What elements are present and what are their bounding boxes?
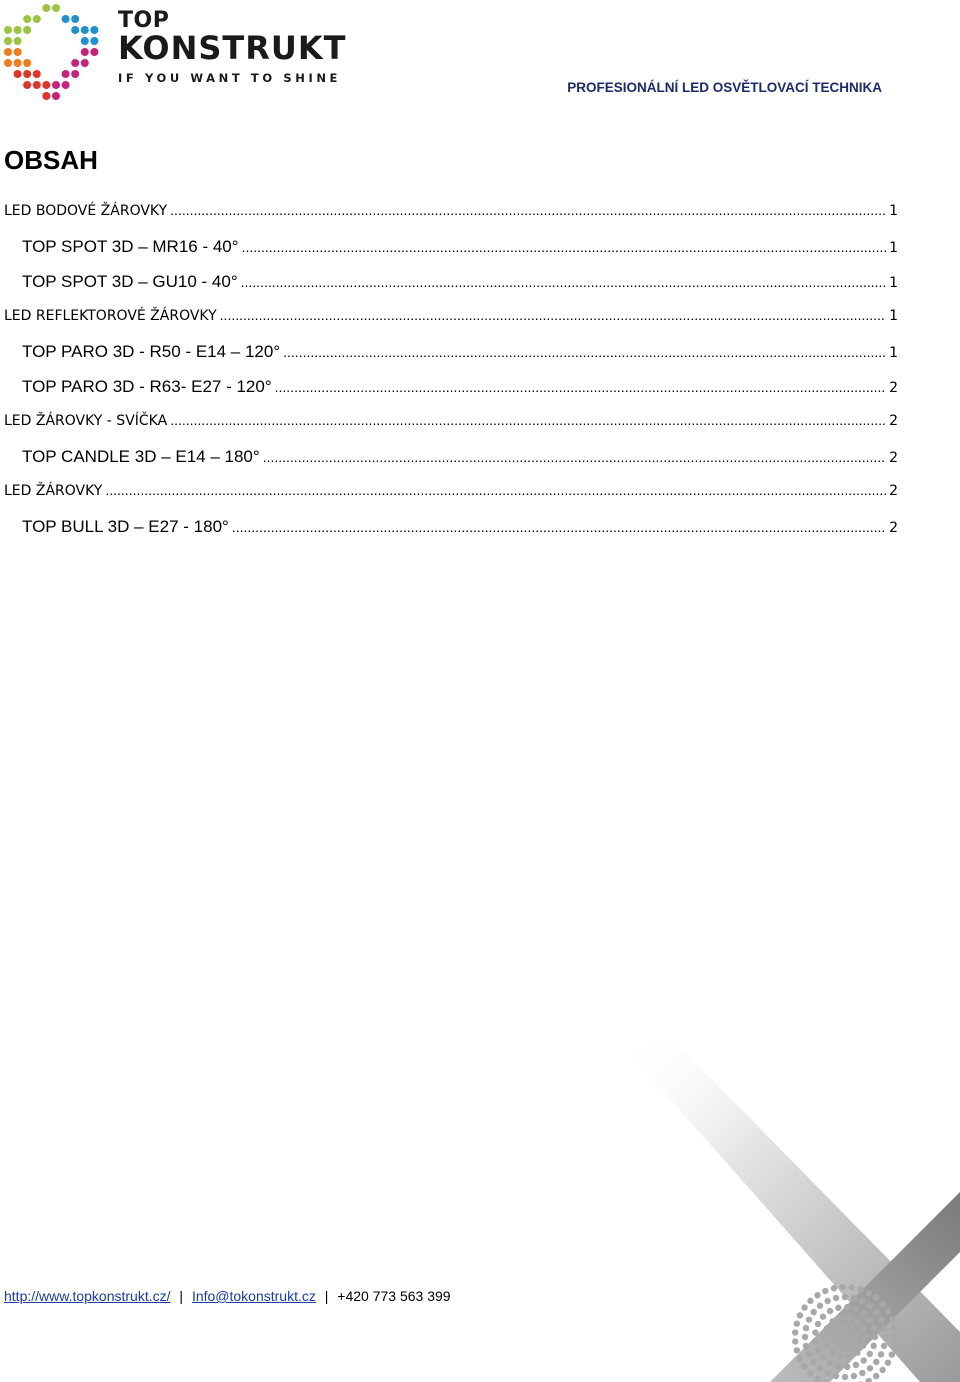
brand-slogan: IF YOU WANT TO SHINE [118, 71, 342, 85]
decor-dot [837, 1353, 843, 1359]
decor-dot [882, 1334, 888, 1340]
decor-dot [849, 1284, 855, 1290]
decor-dot [870, 1343, 876, 1349]
decor-dot [840, 1324, 846, 1330]
logo-dot [14, 48, 22, 56]
grey-band [620, 1042, 960, 1382]
toc-entry[interactable] [0, 272, 898, 307]
decor-dot [873, 1295, 879, 1301]
decor-dot [815, 1321, 821, 1327]
logo-dot [90, 48, 98, 56]
decor-dot [822, 1288, 828, 1294]
decor-dot [820, 1313, 826, 1319]
decor-dot [835, 1305, 841, 1311]
logo-dot [90, 37, 98, 45]
logo-dot [52, 4, 60, 12]
logo-dot [81, 26, 89, 34]
decor-dot [892, 1334, 898, 1340]
decor-dot [859, 1370, 865, 1376]
toc-leader-dots [242, 239, 887, 255]
decor-dot [891, 1325, 897, 1331]
page-footer [4, 1288, 451, 1304]
footer-separator: | [324, 1288, 329, 1304]
toc-entry[interactable] [0, 482, 898, 517]
toc-leader-dots [220, 307, 886, 323]
logo-dot [52, 81, 60, 89]
decor-dot [840, 1284, 846, 1290]
decor-dot [812, 1329, 818, 1335]
toc-entry-page: 1 [889, 275, 898, 291]
decor-dot [827, 1360, 833, 1366]
decor-dot [807, 1298, 813, 1304]
toc-leader-dots [275, 379, 886, 395]
decor-dot [802, 1334, 808, 1340]
website-link[interactable]: http://www.topkonstrukt.cz/ [4, 1288, 171, 1304]
decor-dot [873, 1309, 879, 1315]
toc-entry-label: LED BODOVÉ ŽÁROVKY [4, 203, 168, 219]
decor-dot [878, 1316, 884, 1322]
toc-leader-dots [263, 449, 886, 465]
decor-dot [824, 1370, 830, 1376]
toc-entry-page: 1 [889, 203, 898, 219]
logo-dot [23, 26, 31, 34]
page-header [0, 0, 960, 110]
decor-dot [794, 1320, 800, 1326]
logo-dot [62, 81, 70, 89]
decor-dot [842, 1374, 848, 1380]
decor-dot [861, 1310, 867, 1316]
decor-dot [889, 1351, 895, 1357]
logo-dot [14, 26, 22, 34]
decor-dot [801, 1304, 807, 1310]
decor-dot [807, 1370, 813, 1376]
decor-dot [797, 1312, 803, 1318]
decor-dot [865, 1378, 871, 1382]
toc-entry[interactable] [0, 517, 898, 552]
toc-entry[interactable] [0, 447, 898, 482]
logo-dot [62, 15, 70, 23]
decor-dot [881, 1325, 887, 1331]
logo-dot [4, 59, 12, 67]
decor-dot [797, 1355, 803, 1361]
logo-dot [81, 59, 89, 67]
toc-entry-page: 1 [889, 308, 898, 324]
logo-dot [71, 26, 79, 34]
decor-dot [806, 1316, 812, 1322]
logo-dot [23, 15, 31, 23]
decor-dot [844, 1364, 850, 1370]
decor-dot [835, 1363, 841, 1369]
decor-dot [846, 1314, 852, 1320]
logo-dot [90, 26, 98, 34]
decor-dot [829, 1349, 835, 1355]
decor-dot [814, 1376, 820, 1382]
decor-dot [824, 1298, 830, 1304]
logo-dot [71, 70, 79, 78]
decor-dot [865, 1290, 871, 1296]
brand-top-text: TOP [118, 8, 170, 33]
decor-dot [842, 1294, 848, 1300]
decor-dot [853, 1362, 859, 1368]
logo-dot [23, 70, 31, 78]
toc-entry-page: 1 [889, 345, 898, 361]
decor-dot [885, 1308, 891, 1314]
toc-entry[interactable] [0, 342, 898, 377]
logo-dot [33, 70, 41, 78]
decor-dot [851, 1295, 857, 1301]
decor-dot [840, 1344, 846, 1350]
logo-dot [4, 37, 12, 45]
decor-dot [852, 1334, 858, 1340]
decor-dot [801, 1363, 807, 1369]
toc-entry-label: TOP PARO 3D - R50 - E14 – 120° [22, 342, 281, 361]
toc-entry-label: TOP SPOT 3D – MR16 - 40° [22, 237, 239, 256]
decor-dot [870, 1325, 876, 1331]
decor-dot [848, 1326, 854, 1332]
toc-leader-dots [283, 344, 886, 360]
toc-entry-page: 2 [889, 413, 898, 429]
toc-entry-label: LED ŽÁROVKY - SVÍČKA [4, 413, 168, 429]
decor-dot [889, 1316, 895, 1322]
decor-dot [817, 1303, 823, 1309]
decor-dot [811, 1309, 817, 1315]
toc-entry-label: TOP BULL 3D – E27 - 180° [22, 517, 229, 536]
toc-entry-page: 1 [889, 240, 898, 256]
decor-dot [829, 1318, 835, 1324]
decor-dot [827, 1308, 833, 1314]
decor-dot [857, 1286, 863, 1292]
decor-dot [860, 1342, 866, 1348]
dotted-logo-icon [2, 2, 102, 102]
corner-decoration [620, 1042, 960, 1382]
decor-dot [846, 1353, 852, 1359]
table-of-contents [0, 202, 898, 552]
logo-dot [4, 26, 12, 34]
brand-logo [118, 10, 346, 85]
logo-dot [62, 70, 70, 78]
decor-dot [873, 1359, 879, 1365]
decor-dot [833, 1329, 839, 1335]
decor-dot [867, 1365, 873, 1371]
logo-dot [14, 37, 22, 45]
decor-dot [815, 1347, 821, 1353]
decor-dot [811, 1359, 817, 1365]
decor-dot [853, 1306, 859, 1312]
decor-dot [792, 1329, 798, 1335]
decor-dot [833, 1373, 839, 1379]
decor-dot [803, 1325, 809, 1331]
decor-dot [817, 1365, 823, 1371]
decor-dot [833, 1338, 839, 1344]
toc-entry-page: 2 [889, 450, 898, 466]
decor-dot [820, 1354, 826, 1360]
toc-entry[interactable] [0, 377, 898, 412]
logo-dot [23, 59, 31, 67]
toc-entry-label: TOP CANDLE 3D – E14 – 180° [22, 447, 260, 466]
decor-dot [861, 1357, 867, 1363]
logo-dot [71, 15, 79, 23]
decor-dot [794, 1347, 800, 1353]
decor-dot [859, 1298, 865, 1304]
decor-dot [792, 1338, 798, 1344]
toc-entry-page: 2 [889, 380, 898, 396]
toc-entry-label: LED ŽÁROVKY [4, 483, 103, 499]
toc-entry-label: TOP SPOT 3D – GU10 - 40° [22, 272, 238, 291]
decor-dot [806, 1351, 812, 1357]
decor-dot [854, 1318, 860, 1324]
toc-leader-dots [105, 482, 886, 498]
decor-dot [824, 1342, 830, 1348]
logo-dot [14, 70, 22, 78]
toc-leader-dots [170, 202, 886, 218]
logo-dot [81, 37, 89, 45]
decor-dot [833, 1295, 839, 1301]
decor-dot [867, 1317, 873, 1323]
decor-dot [867, 1303, 873, 1309]
decor-dot [854, 1349, 860, 1355]
logo-dot [42, 4, 50, 12]
logo-dot [42, 92, 50, 100]
decor-dot [879, 1367, 885, 1373]
logo-dot [42, 81, 50, 89]
toc-entry[interactable] [0, 237, 898, 272]
logo-dot [52, 92, 60, 100]
decor-dot [812, 1338, 818, 1344]
decor-dot [891, 1343, 897, 1349]
toc-entry-page: 2 [889, 520, 898, 536]
footer-separator: | [179, 1288, 184, 1304]
logo-dot [71, 59, 79, 67]
email-link[interactable]: Info@tokonstrukt.cz [191, 1288, 316, 1304]
toc-leader-dots [241, 274, 886, 290]
decor-dot [867, 1351, 873, 1357]
logo-dot [4, 48, 12, 56]
decor-dot [803, 1343, 809, 1349]
decor-dot [862, 1334, 868, 1340]
decor-dot [814, 1292, 820, 1298]
brand-main-text: KONSTRUKT [118, 29, 347, 67]
toc-entry-page: 2 [889, 483, 898, 499]
header-tagline: PROFESIONÁLNÍ LED OSVĚTLOVACÍ TECHNIKA [567, 80, 882, 95]
decor-dot [851, 1373, 857, 1379]
logo-dot [33, 15, 41, 23]
decor-dot [879, 1301, 885, 1307]
toc-entry-label: LED REFLEKTOROVÉ ŽÁROVKY [4, 308, 217, 324]
decor-dot [837, 1314, 843, 1320]
decor-dot [885, 1359, 891, 1365]
toc-entry-label: TOP PARO 3D - R63- E27 - 120° [22, 377, 272, 396]
decor-dot [878, 1351, 884, 1357]
logo-dot [23, 81, 31, 89]
toc-leader-dots [170, 412, 886, 428]
phone-number: +420 773 563 399 [337, 1288, 451, 1304]
decor-dot [831, 1285, 837, 1291]
toc-leader-dots [232, 519, 886, 535]
toc-entry[interactable] [0, 307, 898, 342]
toc-entry[interactable] [0, 412, 898, 447]
toc-title: OBSAH [4, 145, 98, 175]
decor-dot [873, 1373, 879, 1379]
decor-dot [881, 1343, 887, 1349]
decor-dot [844, 1304, 850, 1310]
logo-dot [33, 81, 41, 89]
logo-dot [81, 48, 89, 56]
logo-dot [14, 59, 22, 67]
decor-dot [872, 1334, 878, 1340]
decor-dot [848, 1342, 854, 1348]
decor-dot [822, 1334, 828, 1340]
toc-entry[interactable] [0, 202, 898, 237]
decor-dot [860, 1325, 866, 1331]
decor-dot [824, 1325, 830, 1331]
